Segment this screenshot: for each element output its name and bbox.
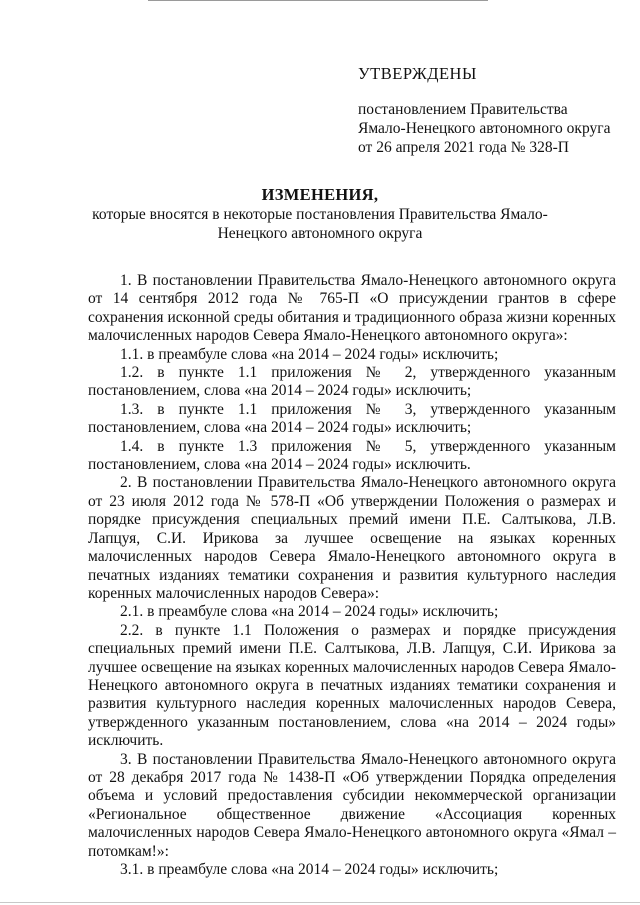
approval-stamp: УТВЕРЖДЕНЫ bbox=[358, 64, 477, 83]
paragraph: 3.1. в преамбуле слова «на 2014 – 2024 годы» исключить; bbox=[120, 861, 499, 878]
paragraph: 3. В постановлении Правительства Ямало-Ненецкого автономного округа от 28 декабря 2017 года № 1438-П «Об утверждении Порядка определения объема и условий предоставления субсидии некоммерческой организации «Региональное общественное движение «Ассоциация коренных малочисленных народов Севера Ямало-Ненецкого автономного округа «Ямал – потомкам!»: bbox=[88, 750, 616, 860]
scan-edge-top bbox=[148, 0, 488, 1]
paragraph: 1.3. в пункте 1.1 приложения № 3, утвержденного указанным постановлением, слова «на 2014 – 2024 годы» исключить; bbox=[88, 400, 616, 437]
scan-edge-bottom bbox=[0, 902, 640, 903]
paragraph: 2.1. в преамбуле слова «на 2014 – 2024 годы» исключить; bbox=[120, 603, 499, 621]
approval-block bbox=[358, 64, 618, 157]
paragraph: 1.1. в преамбуле слова «на 2014 – 2024 годы» исключить; bbox=[120, 345, 499, 363]
approval-line: постановлением Правительства bbox=[358, 101, 568, 118]
paragraph: 1. В постановлении Правительства Ямало-Ненецкого автономного округа от 14 сентября 2012 года № 765-П «О присуждении грантов в сфере сохранения исконной среды обитания и традиционного образа жизни коренных малочисленных народов Севера Ямало-Ненецкого автономного округа»: bbox=[88, 272, 616, 345]
document-body bbox=[88, 272, 616, 879]
paragraph: 1.2. в пункте 1.1 приложения № 2, утвержденного указанным постановлением, слова «на 2014 – 2024 годы» исключить; bbox=[88, 364, 616, 400]
approval-line: Ямало-Ненецкого автономного округа bbox=[358, 120, 611, 137]
document-subtitle: которые вносятся в некоторые постановления Правительства Ямало-Ненецкого автономного округа bbox=[92, 206, 548, 242]
paragraph: 1.4. в пункте 1.3 приложения № 5, утвержденного указанным постановлением, слова «на 2014 – 2024 годы» исключить. bbox=[88, 437, 616, 474]
document-title: ИЗМЕНЕНИЯ, bbox=[261, 185, 379, 204]
approval-line: от 26 апреля 2021 года № 328-П bbox=[358, 139, 569, 156]
paragraph: 2.2. в пункте 1.1 Положения о размерах и порядке присуждения специальных премий имени П.Е. Салтыкова, Л.В. Лапцуя, С.И. Ирикова за лучшее освещение на языках коренных малочисленных народов Севера Ямало-Ненецкого автономного округа в печатных изданиях тематики сохранения и развития культурного наследия коренных малочисленных народов Севера, утвержденного указанным постановлением, слова «на 2014 – 2024 годы» исключить. bbox=[88, 621, 616, 750]
paragraph: 2. В постановлении Правительства Ямало-Ненецкого автономного округа от 23 июля 2012 года № 578-П «Об утверждении Положения о размерах и порядке присуждения специальных премий имени П.Е. Салтыкова, Л.В. Лапцуя, С.И. Ирикова за лучшее освещение на языках коренных малочисленных народов Севера Ямало-Ненецкого автономного округа в печатных изданиях тематики сохранения и развития культурного наследия коренных малочисленных народов Севера»: bbox=[88, 474, 616, 602]
